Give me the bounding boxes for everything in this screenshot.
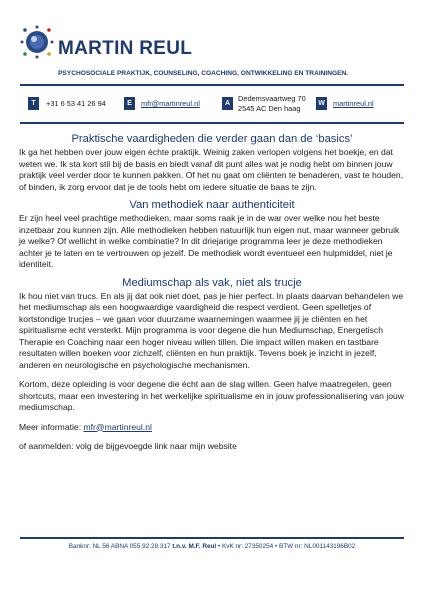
section-heading-praktisch: Praktische vaardigheden die verder gaan dan de ‘basics’ xyxy=(71,133,353,145)
footer-sep-2: • xyxy=(274,543,279,550)
footer-bank: Banknr: NL 56 ABNA 055.92.28.317 xyxy=(68,543,171,550)
brand-name: MARTIN REUL xyxy=(58,38,193,59)
letter-body xyxy=(19,131,405,453)
paragraph-mediumschap: Ik hou niet van trucs. En als jij dat ook niet doet, pas je hier perfect. In plaats daarvan behandelen we het mediumschap als een hoogwaardige vaardigheid die respect verdient. Geen spelletjes of kortstondige trucjes – we gaan voor duurzame waarnemingen waarmee jij je cliënten en het spiritualisme echt versterkt. Mijn programma is voor degene die hun Mediumschap, Energetisch Therapie en Coaching naar een hoger niveau willen tillen. Die impact willen maken en tastbare resultaten willen boeken voor zichzelf, cliënten en hun praktijk. Tevens boek je inzicht in jezelf, anderen en neurologische en psychologische mechanismen. xyxy=(19,290,404,370)
paragraph-methodiek: Er zijn heel veel prachtige methodieken, maar soms raak je in de war over welke nou het beste inzetbaar zou kunnen zijn. Alle methodieken hebben natuurlijk hun eigen nut, maar wanneer gebruik je welke? Of wellicht in welke combinatie? In dit driejarige programma leer je deze methodieken achter je te laten en te vertrouwen op jezelf. De methodiek wordt eventueel een hulpmiddel, niet je identiteit. xyxy=(19,213,400,269)
email-icon: E xyxy=(124,97,135,110)
meer-informatie-line xyxy=(19,422,405,434)
address-line-1: Dedemsvaartweg 70 xyxy=(238,94,306,103)
phone-icon: T xyxy=(28,97,39,110)
website-link[interactable]: martinreul.nl xyxy=(333,99,374,108)
letterhead xyxy=(20,25,410,77)
header-divider xyxy=(20,84,404,86)
footer xyxy=(20,543,404,550)
footer-kvk: KvK nr: 27350254 xyxy=(221,543,274,550)
footer-btw: BTW nr: NL001143196B02 xyxy=(278,543,356,550)
contact-bar xyxy=(24,93,404,117)
brand-tagline: PSYCHOSOCIALE PRAKTIJK, COUNSELING, COACHING, ONTWIKKELING EN TRAININGEN. xyxy=(58,70,349,77)
address-line-2: 2545 AC Den haag xyxy=(238,104,301,113)
contact-divider xyxy=(20,122,404,124)
section-heading-methodiek: Van methodiek naar authenticiteit xyxy=(129,199,295,211)
meer-informatie-email-link[interactable]: mfr@martinreul.nl xyxy=(83,421,152,432)
address-icon: A xyxy=(222,97,233,110)
website-icon: W xyxy=(316,97,327,110)
email-link[interactable]: mfr@martinreul.nl xyxy=(141,99,200,108)
meer-informatie-label: Meer informatie: xyxy=(19,421,82,432)
section-heading-mediumschap: Mediumschap als vak, niet als trucje xyxy=(122,276,302,289)
paragraph-praktisch: Ik ga het hebben over jouw eigen échte praktijk. Weinig zaken verlopen volgens het boekje, en dat weten we. Ik sta kort stil bij de basis en biedt vanaf dit punt alles wat je nodig hebt om binnen jouw praktijk veel verder door te kunnen pakken. Of het nu gaat om cliënten te benaderen, vast te houden, of binden, ik zorg ervoor dat je de tools hebt om iedere situatie de baas te zijn. xyxy=(19,147,404,192)
logo-icon xyxy=(20,25,54,59)
paragraph-kortom: Kortom, deze opleiding is voor degene die écht aan de slag willen. Geen halve maatregelen, geen shortcuts, maar een investering in het werkelijke spiritualisme en in jouw professionalisering van jouw mediumschap. xyxy=(19,379,404,412)
footer-divider xyxy=(20,537,404,539)
footer-sep-1: • xyxy=(217,543,222,550)
footer-tnv: t.n.v. M.F. Reul xyxy=(172,543,217,550)
aanmelden-line: of aanmelden: volg de bijgevoegde link naar mijn website xyxy=(19,441,237,451)
phone-number: +31 6 53 41 26 94 xyxy=(46,99,106,108)
